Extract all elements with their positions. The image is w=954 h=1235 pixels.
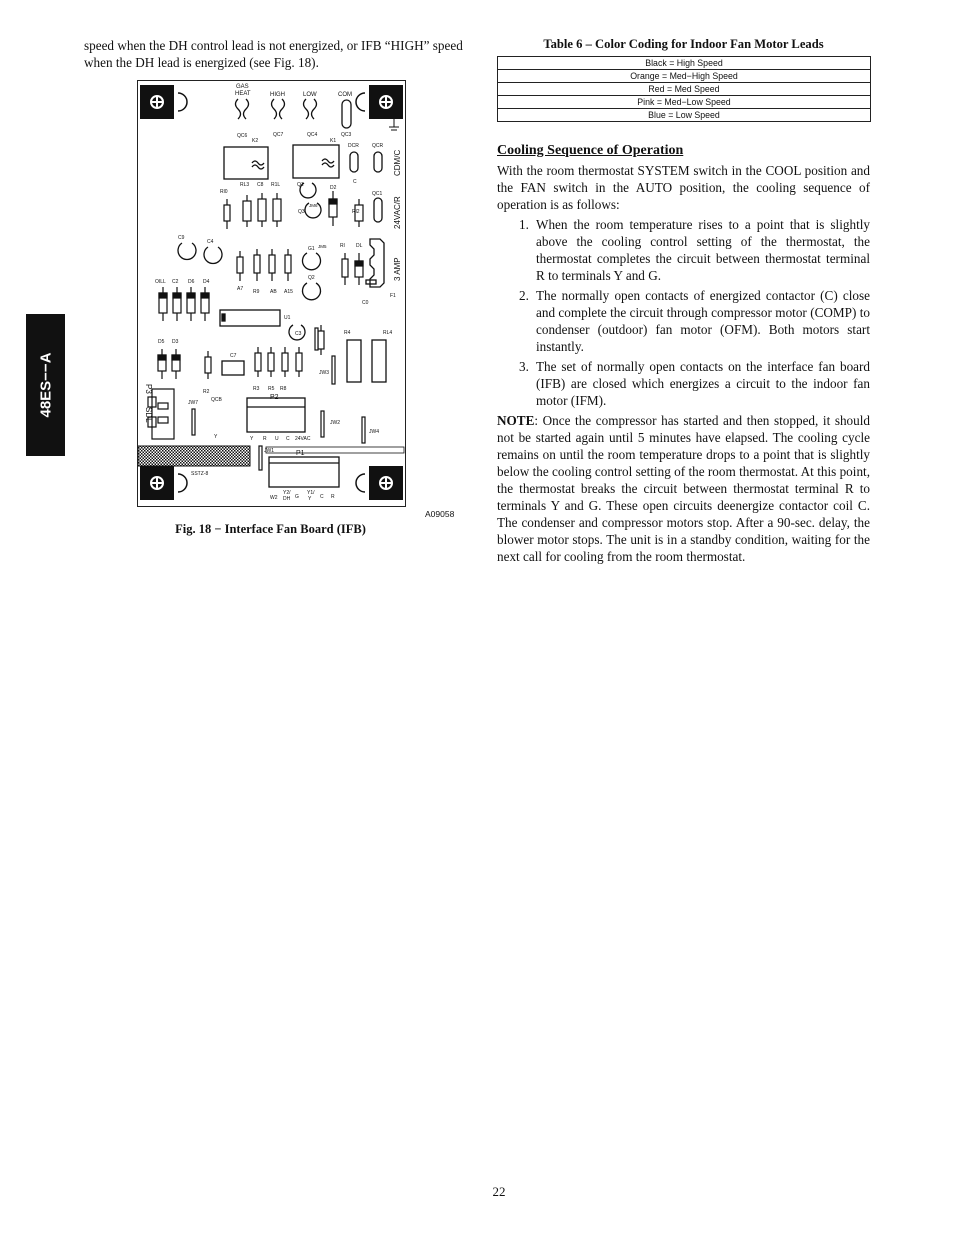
figure-caption: Fig. 18 − Interface Fan Board (IFB) [175,522,366,536]
label-q1: Q1 [297,182,304,188]
note-label: NOTE [497,413,535,428]
table-row [498,109,871,122]
label-oill: OILL [155,279,166,285]
label-rl2: Rl2 [352,209,360,215]
mounting-hole-top-left [140,85,187,119]
table-row [498,70,871,83]
label-d4: D4 [203,279,210,285]
label-rl: Rl [340,243,345,249]
step-text: When the room temperature rises to a point that is slightly above the cooling control setting of the thermostat, the thermostat completes the circuit between thermostat terminal R to terminals Y and G. [536,217,870,283]
step-text: The normally open contacts of energized contactor (C) close and complete the circuit through compressor motor (COMP) to condenser (outdoor) fan motor (OFM). Both motors start instantly. [536,288,870,354]
label-k2: K2 [252,138,259,144]
label-c8: C8 [257,182,264,188]
label-jm6: JM6 [309,203,318,208]
label-y1: Y1/ [307,490,315,496]
label-g: G [295,494,299,500]
label-p3: P3 [144,384,153,394]
table-cell: Black = High Speed [498,57,871,70]
label-heat: HEAT [235,91,251,97]
list-item [497,358,870,409]
label-w2: W2 [270,495,278,501]
side-section-tab [26,314,65,456]
board-diagram [138,81,405,506]
step-text: The set of normally open contacts on the interface fan board (IFB) are closed which energizes a circuit to the indoor fan motor (IFM). [536,359,870,408]
label-r: R [263,436,267,442]
p2-connector [247,398,305,432]
label-g1: G1 [308,246,315,252]
label-dcr: DCR [348,143,359,149]
label-jm5: JM5 [318,244,327,249]
ic-chips [220,310,386,382]
step-number: 3. [519,359,529,374]
p1-connector [269,457,339,487]
label-dh: DH [283,496,291,502]
label-c-term: C [286,436,290,442]
label-c4: C4 [207,239,214,245]
label-jw2: JW2 [330,420,340,426]
label-qc4: QC4 [307,132,318,138]
table-cell: Blue = Low Speed [498,109,871,122]
label-a7: A7 [237,286,244,292]
label-rl3: RL3 [240,182,250,188]
label-p1: P1 [296,450,305,457]
label-jw7: JW7 [188,400,198,406]
label-y-low: Y [214,434,218,440]
label-y: Y [250,436,254,442]
list-item [497,287,870,355]
label-qc7: QC7 [273,132,284,138]
side-tab-label: 48ES−−A [37,352,54,418]
table-cell: Red = Med Speed [498,83,871,96]
label-rl0: Rl0 [220,189,228,195]
label-qcr: QCR [372,143,384,149]
label-ab: AB [270,289,277,295]
label-p2: P2 [270,394,279,401]
label-jw3: JW3 [319,370,329,376]
label-r2: R2 [203,389,210,395]
label-r3: R3 [253,386,260,392]
label-jw4: JW4 [369,429,379,435]
label-r4: R4 [344,330,351,336]
label-a15: A15 [284,289,293,295]
table-row [498,83,871,96]
label-qc1: QC1 [372,191,383,197]
label-q3: Q3 [298,209,305,215]
label-rl4: RL4 [383,330,393,336]
page-number: 22 [492,1184,506,1199]
label-qc3: QC3 [341,132,352,138]
mounting-hole-bottom-left [140,466,187,500]
label-y2: Y2/ [283,490,291,496]
table-row [498,96,871,109]
label-u1: U1 [284,315,291,321]
label-3amp: 3 AMP [393,257,402,281]
note-text: : Once the compressor has started and then stopped, it should not be started again until 5 minutes have elapsed. The cooling cycle remains on until the room temperature drops to a point that is slightly below the cooling control setting of the room thermostat. At this point, the thermostat breaks the circuit between thermostat terminal R to terminals Y and G. These open circuits deenergize contactor coil C. The condenser and compressor motors stop. After a 90-sec. delay, the blower motor stops. The unit is in a standby condition, waiting for the next call for cooling from the room thermostat. [497,413,870,564]
note-paragraph [497,412,870,565]
mounting-hole-bottom-right [356,466,403,500]
label-c2: C2 [172,279,179,285]
table-cell: Pink = Med−Low Speed [498,96,871,109]
strip-right [266,447,404,453]
label-low: LOW [303,92,317,98]
label-c7: C7 [230,353,237,359]
mounting-hole-top-right [356,85,403,130]
figure-code: A09058 [425,509,455,519]
label-gas: GAS [236,84,249,90]
table-title: Table 6 – Color Coding for Indoor Fan Motor Leads [543,37,824,51]
label-k1: K1 [330,138,337,144]
table-cell: Orange = Med−High Speed [498,70,871,83]
list-item [497,216,870,284]
cooling-intro: With the room thermostat SYSTEM switch in the COOL position and the FAN switch in the AUTO position, the cooling sequence of operation is as follows: [497,163,870,212]
color-coding-table [497,56,871,122]
label-y-sub: Y [308,496,312,502]
relays [224,145,339,179]
label-c9: C9 [178,235,185,241]
label-c0: C0 [362,300,369,306]
label-24vacr: 24VAC/R [393,196,402,229]
label-f1: F1 [390,293,396,299]
section-heading: Cooling Sequence of Operation [497,143,684,158]
label-r-p1: R [331,494,335,500]
label-dl: DL [356,243,363,249]
label-u: U [275,436,279,442]
label-sdl: SDL [144,407,153,423]
label-r1l: R1L [271,182,281,188]
label-d2: D2 [330,185,337,191]
label-r5: R5 [268,386,275,392]
step-number: 1. [519,217,529,232]
label-c-p1: C [320,494,324,500]
interface-fan-board-figure [137,80,406,507]
label-com: COM [338,92,352,98]
step-number: 2. [519,288,529,303]
label-d3: D3 [172,339,179,345]
label-q2: Q2 [308,275,315,281]
label-qc6: QC6 [237,133,248,139]
label-r9: R9 [253,289,260,295]
label-d6: D6 [188,279,195,285]
checkered-strip [138,446,250,466]
label-jw1: JW1 [264,448,274,454]
label-d5: D5 [158,339,165,345]
cooling-sequence-section [497,142,870,565]
label-c3: C3 [295,331,302,337]
steps-list [497,216,870,409]
label-24vac: 24VAC [295,436,311,442]
table-row [498,57,871,70]
resistors [205,193,363,379]
label-r8: R8 [280,386,287,392]
label-c: C [353,179,357,185]
label-qcb: QCB [211,397,222,403]
label-cdmc: CDM/C [393,149,402,176]
label-high: HIGH [270,92,285,98]
label-sstz: SSTZ-8 [191,471,209,477]
intro-paragraph: speed when the DH control lead is not energized, or IFB “HIGH” speed when the DH lead is energized (see Fig. 18). [84,38,463,70]
